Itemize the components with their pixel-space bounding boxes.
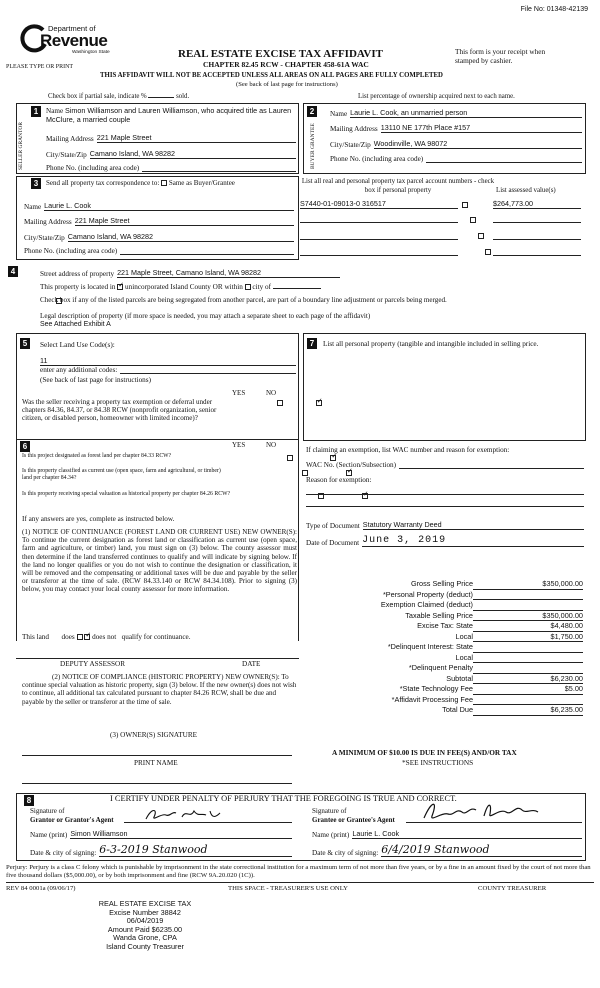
grantee-date-row <box>312 843 582 857</box>
fee-value[interactable]: $350,000.00 <box>473 611 583 622</box>
sec5-see-back: (See back of last page for instructions) <box>40 376 151 384</box>
fee-label: Subtotal <box>446 673 473 683</box>
exemption-label: If claiming an exemption, list WAC number and reason for exemption: <box>306 446 510 454</box>
fee-row <box>303 632 583 643</box>
fee-label: Taxable Selling Price <box>405 610 473 620</box>
fee-label: Local <box>455 631 473 641</box>
treasurer-stamp <box>80 900 210 952</box>
assessed-header: List assessed value(s) <box>496 187 556 194</box>
sec3-city-row <box>24 232 294 242</box>
seller-phone-label: Phone No. (including area code) <box>46 164 140 172</box>
seller-mail-value[interactable]: 221 Maple Street <box>97 133 296 143</box>
deputy-assessor-label: DEPUTY ASSESSOR <box>60 660 126 668</box>
grantee-sig-label-2: Grantee or Grantee's Agent <box>312 815 395 824</box>
seller-mail-row <box>46 133 296 143</box>
doc-date-value[interactable]: June 3, 2019 <box>362 535 584 547</box>
fee-value[interactable]: $6,235.00 <box>473 705 583 716</box>
street-label: Street address of property <box>40 270 115 278</box>
doc-date-label: Date of Document <box>306 539 360 547</box>
legal-description-value[interactable]: See Attached Exhibit A <box>40 321 111 328</box>
fee-row <box>303 600 583 611</box>
footer-rule <box>6 882 594 883</box>
does-not-label: does not <box>92 633 117 641</box>
section-3-badge: 3 <box>31 178 41 189</box>
deputy-date-label: DATE <box>242 660 261 668</box>
sec3-city-label: City/State/Zip <box>24 234 65 242</box>
buyer-mail-label: Mailing Address <box>330 125 378 133</box>
segregated-text: Check box if any of the listed parcels are being segregated from another parcel, are part of a boundary line adjustment or parcels being merged. <box>40 296 447 304</box>
owner-signature-label: (3) OWNER(S) SIGNATURE <box>110 731 198 739</box>
sec3-city-value[interactable]: Camano Island, WA 98282 <box>68 232 294 242</box>
sec6-no-header: NO <box>266 441 277 449</box>
partial-sale-row <box>48 93 189 100</box>
buyer-city-row <box>330 139 582 149</box>
section-5-badge: 5 <box>20 338 30 349</box>
seller-city-value[interactable]: Camano Island, WA 98282 <box>90 149 296 159</box>
fee-row <box>303 674 583 685</box>
this-land-row <box>22 633 191 641</box>
does-label: does <box>61 633 75 641</box>
sec3-name-value[interactable]: Laurie L. Cook <box>44 201 294 211</box>
fee-value[interactable]: $4,480.00 <box>473 621 583 632</box>
this-land-label: This land <box>22 633 49 641</box>
grantee-signature[interactable] <box>418 798 548 824</box>
stamp-line-3: 06/04/2019 <box>126 916 164 926</box>
section-1-badge: 1 <box>31 106 41 117</box>
buyer-name-row <box>330 108 582 118</box>
street-row <box>40 268 340 278</box>
sec3-mail-row <box>24 216 294 226</box>
fee-value[interactable]: $350,000.00 <box>473 579 583 590</box>
sec6-q3: Is this property receiving special valuation as historical property per chapter 84.26 RCW? <box>22 491 231 497</box>
section-4-badge: 4 <box>8 266 18 277</box>
doc-type-value[interactable]: Statutory Warranty Deed <box>363 520 584 530</box>
grantee-name-label: Name (print) <box>312 831 350 839</box>
fee-label: *Delinquent Penalty <box>408 663 473 672</box>
sec5-yes-header: YES <box>232 389 246 397</box>
unincorporated-checkbox[interactable] <box>117 284 123 290</box>
land-use-code[interactable]: 11 <box>40 356 296 366</box>
grantee-sig-line <box>406 822 582 823</box>
grantor-sig-line <box>124 822 292 823</box>
fee-label: Total Due <box>442 705 473 714</box>
parcel-line-3[interactable] <box>300 239 458 240</box>
partial-sale-label: Check box if partial sale, indicate % <box>48 93 147 100</box>
buyer-phone-row <box>330 155 582 163</box>
section-7-badge: 7 <box>307 338 317 349</box>
fee-value[interactable]: $6,230.00 <box>473 674 583 685</box>
sec5-q1-yes-checkbox[interactable] <box>277 400 283 406</box>
located-label: This property is located in <box>40 283 116 291</box>
personal-property-label: List all personal property (tangible and intangible included in selling price. <box>323 340 539 348</box>
fee-row <box>303 705 583 716</box>
grantor-sig-label-1: Signature of <box>30 807 65 815</box>
personal-property-checkbox-3[interactable] <box>478 233 484 239</box>
parcel-line-4[interactable] <box>300 255 458 256</box>
fee-label: *Affidavit Processing Fee <box>391 694 473 704</box>
fee-label: *Personal Property (deduct) <box>382 589 473 599</box>
doc-type-row <box>306 520 584 530</box>
stamp-line-2: Excise Number 38842 <box>109 907 181 917</box>
qualify-label: qualify for continuance. <box>121 633 191 641</box>
sec3-phone-field[interactable] <box>120 248 294 255</box>
doc-type-label: Type of Document <box>306 522 360 530</box>
fee-label: Exemption Claimed (deduct) <box>380 600 473 609</box>
sec3-name-label: Name <box>24 203 42 211</box>
county-treasurer: COUNTY TREASURER <box>478 885 547 892</box>
assessed-line-3[interactable] <box>493 239 581 240</box>
fee-value[interactable] <box>473 600 583 611</box>
grantee-sig-label-1: Signature of <box>312 807 347 815</box>
reason-line-2[interactable] <box>306 506 584 507</box>
grantee-name-row <box>312 829 582 839</box>
buyer-city-label: City/State/Zip <box>330 141 371 149</box>
grantee-name-value[interactable]: Laurie L. Cook <box>352 829 582 839</box>
send-label: Send all property tax correspondence to: <box>46 179 160 187</box>
assessed-line-4[interactable] <box>493 255 581 256</box>
wac-field[interactable] <box>399 462 584 469</box>
if-any-yes: If any answers are yes, complete as instructed below. <box>22 515 175 523</box>
section-8-badge: 8 <box>24 795 34 806</box>
grantor-date-label: Date & city of signing: <box>30 849 97 857</box>
fee-value[interactable] <box>473 642 583 653</box>
rev-code: REV 84 0001a (09/06/17) <box>6 885 76 892</box>
fee-value[interactable] <box>473 590 583 601</box>
grantee-sig-label <box>312 807 395 824</box>
grantee-date-value[interactable]: 6/4/2019 Stanwood <box>381 843 582 857</box>
owner-signature-line[interactable] <box>22 755 292 756</box>
seller-mail-label: Mailing Address <box>46 135 94 143</box>
does-checkbox[interactable] <box>77 634 83 640</box>
see-back: (See back of last page for instructions) <box>236 81 338 88</box>
minimum-due: A MINIMUM OF $10.00 IS DUE IN FEE(S) AND/OR TAX <box>332 748 517 757</box>
fee-row <box>303 611 583 622</box>
print-name-label: PRINT NAME <box>134 759 178 767</box>
deputy-line <box>16 658 299 659</box>
additional-codes-field[interactable] <box>120 367 296 374</box>
grantor-sig-label <box>30 807 114 824</box>
land-use-label: Select Land Use Code(s): <box>40 340 115 349</box>
personal-property-checkbox-4[interactable] <box>485 249 491 255</box>
same-as-buyer-checkbox[interactable] <box>161 180 167 186</box>
sec3-phone-label: Phone No. (including area code) <box>24 247 118 255</box>
additional-codes-label: enter any additional codes: <box>40 366 118 374</box>
fee-label: Gross Selling Price <box>410 579 473 588</box>
buyer-city-value[interactable]: Woodinville, WA 98072 <box>374 139 582 149</box>
dept-line2: Revenue <box>40 31 108 50</box>
perjury-notice: Perjury: Perjury is a class C felony which is punishable by imprisonment in the state correctional institution for a maximum term of not more than five years, or by a fine in an amount fixed by the court of not more than five thousand dollars ($5,000.00), or by both imprisonment and fine (RCW 9A.20.020 (1C)). <box>6 864 591 880</box>
sec6-yes-header: YES <box>232 441 246 449</box>
fee-value[interactable] <box>473 653 583 664</box>
fee-row <box>303 653 583 664</box>
seller-name-value[interactable]: Simon Williamson and Lauren Williamson, who acquired title as Lauren McClure, a married couple <box>46 106 292 124</box>
sec5-no-header: NO <box>266 389 277 397</box>
seller-phone-row <box>46 164 296 172</box>
grantor-signature[interactable] <box>142 805 232 823</box>
buyer-mail-row <box>330 123 582 133</box>
please-type: PLEASE TYPE OR PRINT <box>6 64 74 70</box>
fee-value[interactable] <box>473 663 583 674</box>
grantor-name-label: Name (print) <box>30 831 68 839</box>
fee-row <box>303 590 583 601</box>
seller-name-row <box>46 107 296 124</box>
form-warning: THIS AFFIDAVIT WILL NOT BE ACCEPTED UNLESS ALL AREAS ON ALL PAGES ARE FULLY COMPLETED <box>100 72 443 79</box>
stamp-line-5: Wanda Grone, CPA <box>113 933 177 943</box>
section-6-badge: 6 <box>20 441 30 452</box>
located-row <box>40 283 321 291</box>
sec6-q1-yes-checkbox[interactable] <box>287 455 293 461</box>
stamp-line-1: REAL ESTATE EXCISE TAX <box>98 899 192 908</box>
personal-property-checkbox-2[interactable] <box>470 217 476 223</box>
buyer-phone-label: Phone No. (including area code) <box>330 155 424 163</box>
grantor-name-value[interactable]: Simon Williamson <box>70 829 292 839</box>
same-as-buyer-label: Same as Buyer/Grantee <box>168 179 235 187</box>
fee-value[interactable] <box>473 695 583 706</box>
see-instructions: *SEE INSTRUCTIONS <box>402 758 474 767</box>
wac-row <box>306 461 584 469</box>
sold-label: sold. <box>176 93 190 100</box>
doc-date-row <box>306 535 584 547</box>
section-2-badge: 2 <box>307 106 317 117</box>
city-of-label: city of <box>252 283 271 291</box>
fee-label: *Delinquent Interest: State <box>387 642 473 651</box>
print-name-line[interactable] <box>22 783 292 784</box>
grantor-date-row <box>30 843 292 857</box>
fee-row <box>303 579 583 590</box>
wac-label: WAC No. (Section/Subsection) <box>306 461 397 469</box>
fee-label: *State Technology Fee <box>399 684 473 693</box>
fee-row <box>303 642 583 653</box>
form-chapter: CHAPTER 82.45 RCW - CHAPTER 458-61A WAC <box>203 60 369 69</box>
file-number: File No: 01348-42139 <box>520 6 588 13</box>
form-title: REAL ESTATE EXCISE TAX AFFIDAVIT <box>178 48 383 60</box>
legal-description-label: Legal description of property (if more space is needed, you may attach a separate sheet to each page of the affidavit) <box>40 312 371 320</box>
grantor-sig-label-2: Grantor or Grantor's Agent <box>30 815 114 824</box>
reason-label: Reason for exemption: <box>306 476 372 484</box>
sec6-q2: Is this property classified as current use (open space, farm and agricultural, or timber) land per chapter 84.34? <box>22 468 221 481</box>
assessed-value[interactable]: $264,773.00 <box>493 199 581 209</box>
reason-line-1[interactable] <box>306 494 584 495</box>
treasurer-use-only: THIS SPACE - TREASURER'S USE ONLY <box>228 885 349 892</box>
fee-value[interactable]: $5.00 <box>473 684 583 695</box>
dept-line1: Department of <box>48 24 96 33</box>
sec6-divider <box>16 439 299 440</box>
fee-label: Local <box>455 652 473 662</box>
certify-statement: I CERTIFY UNDER PENALTY OF PERJURY THAT THE FOREGOING IS TRUE AND CORRECT. <box>110 794 457 803</box>
fee-row <box>303 684 583 695</box>
buyer-name-label: Name <box>330 110 348 118</box>
sec5-q1: Was the seller receiving a property tax exemption or deferral under chapters 84.36, 84.37, or 84.38 RCW (nonprofit organization, senior citizen, or disabled person, homeowner with limited income)? <box>22 398 217 423</box>
unincorporated-label: unincorporated Island County OR within <box>125 283 243 291</box>
grantor-date-value[interactable]: 6-3-2019 Stanwood <box>99 843 292 857</box>
seller-city-row <box>46 149 296 159</box>
buyer-name-value[interactable]: Laurie L. Cook, an unmarried person <box>350 108 582 118</box>
partial-pct-field[interactable] <box>148 97 174 98</box>
sec7-box <box>303 333 586 441</box>
list-pct: List percentage of ownership acquired next to each name. <box>358 93 515 100</box>
buyer-phone-field[interactable] <box>426 156 582 163</box>
buyer-side-label: BUYER GRANTEE <box>310 123 316 169</box>
seller-phone-field[interactable] <box>142 165 296 172</box>
sec3-phone-row <box>24 247 294 255</box>
seller-side-label: SELLER GRANTOR <box>18 121 24 171</box>
fee-value[interactable]: $1,750.00 <box>473 632 583 643</box>
stamp-line-6: Island County Treasurer <box>106 941 184 951</box>
stamp-line-4: Amount Paid $6235.00 <box>107 924 183 934</box>
sec6-q1: Is this project designated as forest land per chapter 84.33 RCW? <box>22 453 172 459</box>
fee-row <box>303 621 583 632</box>
fee-row <box>303 695 583 706</box>
assessed-line-2[interactable] <box>493 222 581 223</box>
notice-continuance: (1) NOTICE OF CONTINUANCE (FOREST LAND OR CURRENT USE) NEW OWNER(S): To continue the current designation as forest land or classification as current use (open space, farm and agriculture, or timber) land, you must sign on (3) below. The county assessor must then determine if the land transferred continues to qualify and will indicate by signing below. If the land no longer qualifies or you do not wish to continue the designation or classification, it will be removed and the compensating or additional taxes will be due and payable by the seller or transferor at the time of sale. (RCW 84.33.140 or RCW 84.34.108). Prior to signing (3) below, you may contact your local county assessor for more information. <box>22 528 297 594</box>
does-not-checkbox[interactable] <box>84 634 90 640</box>
parcel-number[interactable]: S7440-01-09013-0 316517 <box>300 199 458 209</box>
sec3-name-row <box>24 201 294 211</box>
fee-table <box>303 579 583 716</box>
notice-compliance: (2) NOTICE OF COMPLIANCE (HISTORIC PROPERTY) NEW OWNER(S): To continue special valuation as historic property, sign (3) below. If the new owner(s) does not wish to continue, all additional tax calculated pursuant to chapter 84.26 RCW, shall be due and payable by the seller or transferor at the time of sale. <box>22 673 297 706</box>
receipt-note: This form is your receipt when stamped by cashier. <box>455 47 546 65</box>
city-of-field[interactable] <box>273 288 321 289</box>
fee-row <box>303 663 583 674</box>
additional-codes-row <box>40 366 296 374</box>
city-of-checkbox[interactable] <box>245 284 251 290</box>
sec3-mail-value[interactable]: 221 Maple Street <box>75 216 294 226</box>
buyer-mail-value[interactable]: 13110 NE 177th Place #157 <box>381 123 582 133</box>
dept-line3: Washington State <box>72 50 110 55</box>
grantee-date-label: Date & city of signing: <box>312 849 379 857</box>
send-correspondence <box>46 179 235 187</box>
grantor-name-row <box>30 829 292 839</box>
parcel-line-2[interactable] <box>300 222 458 223</box>
sec3-mail-label: Mailing Address <box>24 218 72 226</box>
fee-label: Excise Tax: State <box>417 621 473 630</box>
seller-city-label: City/State/Zip <box>46 151 87 159</box>
personal-property-checkbox-1[interactable] <box>462 202 468 208</box>
street-value[interactable]: 221 Maple Street, Camano Island, WA 98282 <box>117 268 340 278</box>
parcel-header: List all real and personal property tax parcel account numbers - check box if personal property <box>301 178 495 194</box>
seller-name-label: Name <box>46 107 64 115</box>
